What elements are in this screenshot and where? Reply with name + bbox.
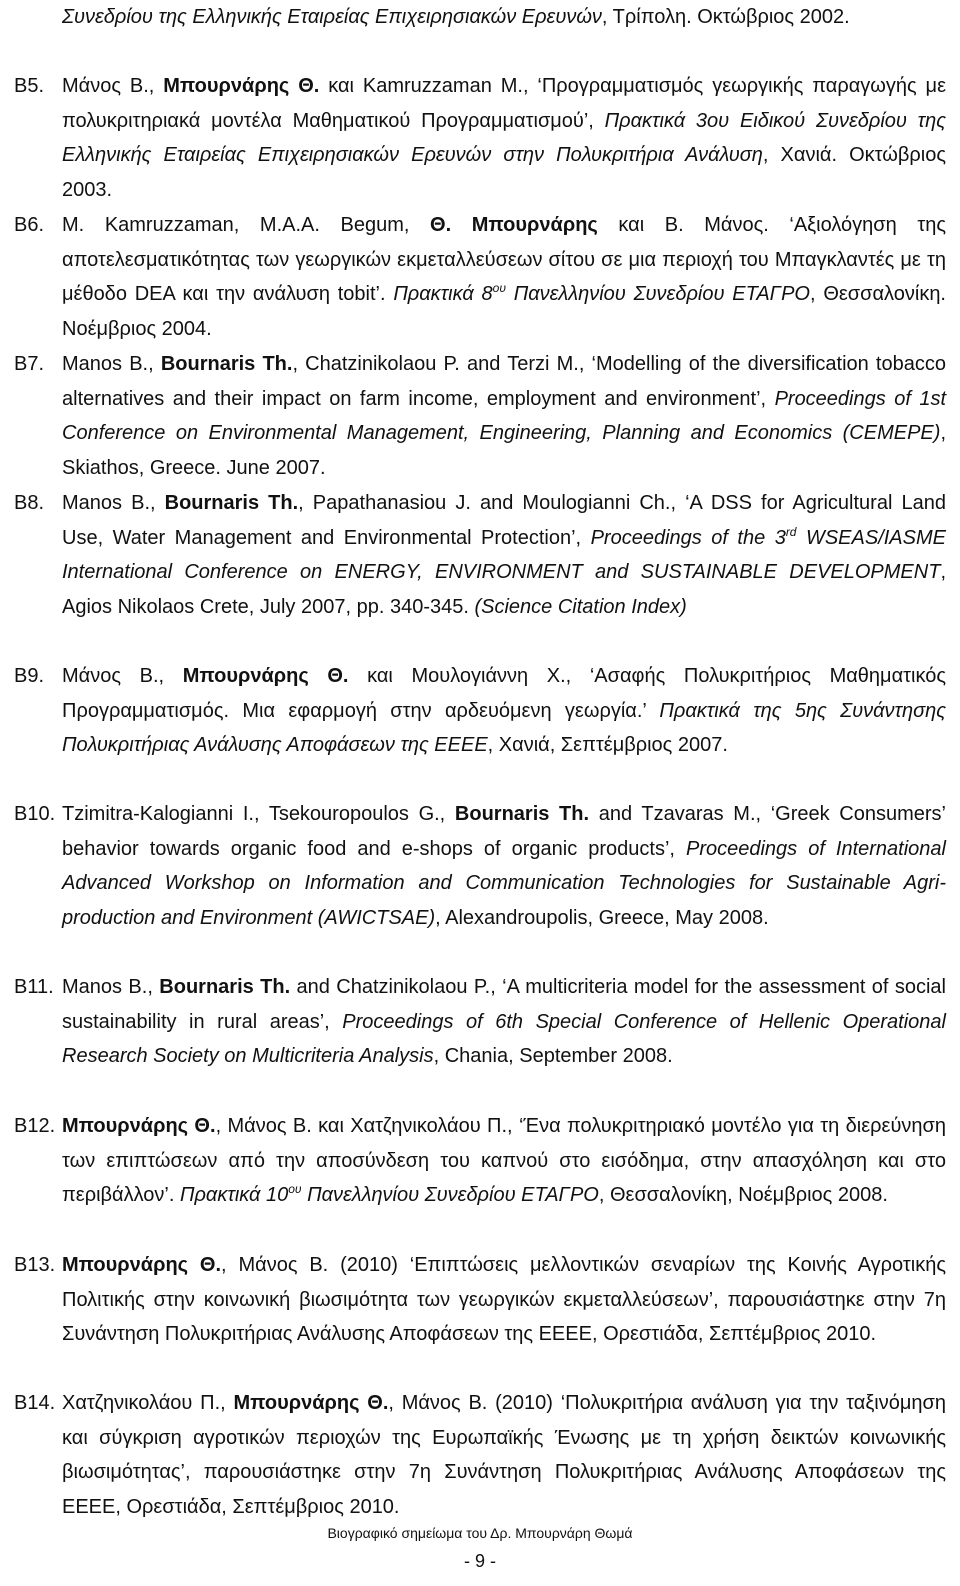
text-segment: Manos B.,: [62, 492, 165, 514]
reference-label: B5.: [14, 75, 45, 97]
text-segment: , Papathanasiou J. and Moulogianni Ch., ‘A DSS for Agricultural Land Use, Water Management and Environmental Protection’,: [62, 492, 946, 549]
text-segment: and Chatzinikolaou P., ‘A multicriteria model for the assessment of social sustainability in rural areas’,: [62, 976, 946, 1033]
text-segment: , Μάνος Β. (2010) ‘Πολυκριτήρια ανάλυση για την ταξινόμηση και σύγκριση αγροτικών περιοχών της Ευρωπαϊκής Ένωσης με τη χρήση δεικτών κοινωνικής βιωσιμότητας’, παρουσιάστηκε στην 7η Συνάντηση Πολυκριτήριας Ανάλυσης Αποφάσεων της ΕΕΕΕ, Ορεστιάδα, Σεπτέμβριος 2010.: [62, 1392, 946, 1518]
text-segment: Μάνος Β.,: [62, 665, 183, 687]
author-highlight: Μπουρνάρης Θ.: [163, 75, 320, 97]
text-segment: , Χανιά. Οκτώβριος 2003.: [62, 144, 946, 201]
text-segment: Manos B.,: [62, 353, 161, 375]
reference-entry-b10: [0, 797, 960, 935]
italic-segment: Proceedings of International Advanced Workshop on Information and Communication Technologies for Sustainable Agri-production and Environment (AWICTSAE): [62, 837, 946, 929]
author-highlight: Bournaris Th.: [164, 492, 299, 514]
text-segment: , Χανιά, Σεπτέμβριος 2007.: [487, 734, 728, 757]
author-highlight: Θ. Μπουρνάρης: [430, 214, 598, 236]
italic-segment: Πανελληνίου Συνεδρίου ΕΤΑΓΡΟ: [301, 1184, 599, 1207]
author-highlight: Μπουρνάρης Θ.: [182, 665, 349, 687]
italic-segment: Πρακτικά 3ου Ειδικού Συνεδρίου της Ελληνικής Εταιρείας Επιχειρησιακών Ερευνών στην Πολυκριτήρια Ανάλυση: [62, 109, 946, 167]
text-segment: Tzimitra-Kalogianni I., Tsekouropoulos G.,: [62, 803, 455, 825]
reference-entry-b13: [0, 1248, 960, 1352]
author-highlight: Μπουρνάρης Θ.: [62, 1254, 222, 1276]
reference-label: B12.: [14, 1115, 56, 1137]
reference-text: [62, 970, 946, 1074]
italic-segment: Πρακτικά 8: [393, 283, 493, 306]
text-segment: , Θεσσαλονίκη. Νοέμβριος 2004.: [62, 283, 946, 340]
reference-label: B13.: [14, 1254, 56, 1276]
text-segment: , Μάνος Β. και Χατζηνικολάου Π., ‘Ένα πολυκριτηριακό μοντέλο για τη διερεύνηση των επιπτώσεων από την αποσύνδεση του καπνού στο εισόδημα, στην απασχόληση και στο περιβάλλον’.: [62, 1115, 946, 1207]
author-highlight: Μπουρνάρης Θ.: [233, 1392, 389, 1414]
reference-label: B7.: [14, 353, 45, 375]
text-segment: , Skiathos, Greece. June 2007.: [62, 422, 946, 479]
reference-entry-b14: [0, 1386, 960, 1524]
text-segment: Manos B.,: [62, 976, 160, 998]
text-segment: και Β. Μάνος. ‘Αξιολόγηση της αποτελεσματικότητας των γεωργικών εκμεταλλεύσεων σίτου σε μια περιοχή του Μπαγκλαντές με τη μέθοδο DEA και την ανάλυση tobit’.: [62, 214, 946, 306]
continuation-rest: , Τρίπολη. Οκτώβριος 2002.: [601, 6, 850, 28]
author-highlight: Μπουρνάρης Θ.: [62, 1115, 216, 1137]
reference-label: B9.: [14, 665, 45, 687]
page-number: - 9 -: [463, 1551, 496, 1571]
text-segment: and Tzavaras M., ‘Greek Consumers’ behavior towards organic food and e-shops of organic products’,: [62, 803, 946, 860]
text-segment: , Agios Nikolaos Crete, July 2007, pp. 340-345.: [62, 561, 946, 618]
italic-segment: Πανελληνίου Συνεδρίου ΕΤΑΓΡΟ: [505, 283, 810, 306]
text-segment: M. Kamruzzaman, M.A.A. Begum,: [62, 214, 431, 236]
reference-text: [62, 797, 946, 935]
text-segment: , Chania, September 2008.: [433, 1045, 673, 1068]
italic-segment: Πρακτικά 10: [179, 1184, 289, 1207]
italic-segment: ου: [288, 1182, 302, 1197]
italic-segment: WSEAS/IASME International Conference on ENERGY, ENVIRONMENT and SUSTAINABLE DEVELOPMENT: [62, 526, 946, 584]
reference-text: [62, 208, 946, 346]
reference-entry-b8: [0, 486, 960, 624]
reference-entry-b6: [0, 208, 960, 346]
author-highlight: Bournaris Th.: [160, 353, 293, 375]
reference-label: B10.: [14, 803, 56, 825]
italic-segment: Proceedings of 6th Special Conference of Hellenic Operational Research Society on Multicriteria Analysis: [62, 1010, 946, 1068]
continuation-text: [62, 0, 946, 35]
reference-text: [62, 69, 946, 207]
italic-segment: ου: [492, 281, 506, 296]
reference-label: B11.: [14, 976, 54, 998]
page-footer: Βιογραφικό σημείωμα του Δρ. Μπουρνάρη Θωμά: [327, 1525, 633, 1541]
italic-segment: (Science Citation Index): [474, 595, 687, 618]
continuation-entry: [0, 0, 960, 35]
reference-entry-b11: [0, 970, 960, 1074]
text-segment: , Θεσσαλονίκη, Νοέμβριος 2008.: [598, 1184, 888, 1207]
reference-entry-b7: [0, 347, 960, 485]
reference-label: B8.: [14, 492, 45, 514]
reference-text: [62, 1248, 946, 1352]
author-highlight: Bournaris Th.: [454, 803, 590, 825]
reference-text: [62, 1109, 946, 1213]
author-highlight: Bournaris Th.: [159, 976, 291, 998]
text-segment: , Μάνος Β. (2010) ‘Επιπτώσεις μελλοντικών σεναρίων της Κοινής Αγροτικής Πολιτικής στην κοινωνική βιωσιμότητα των γεωργικών εκμεταλλεύσεων’, παρουσιάστηκε στην 7η Συνάντηση Πολυκριτήριας Ανάλυσης Αποφάσεων της ΕΕΕΕ, Ορεστιάδα, Σεπτέμβριος 2010.: [62, 1254, 946, 1346]
text-segment: , Chatzinikolaou P. and Terzi M., ‘Modelling of the diversification tobacco alternatives and their impact on farm income, employment and environment’,: [62, 353, 946, 410]
text-segment: , Alexandroupolis, Greece, May 2008.: [435, 906, 769, 929]
text-segment: και Kamruzzaman M., ‘Προγραμματισμός γεωργικής παραγωγής με πολυκριτηριακά μοντέλα Μαθηματικού Προγραμματισμού’,: [62, 75, 946, 132]
text-segment: και Μουλογιάννη Χ., ‘Ασαφής Πολυκριτήριος Μαθηματικός Προγραμματισμός. Μια εφαρμογή στην αρδευόμενη γεωργία.’: [62, 665, 946, 722]
reference-text: [62, 486, 946, 624]
italic-segment: rd: [785, 524, 797, 539]
text-segment: Χατζηνικολάου Π.,: [62, 1392, 234, 1414]
continuation-italic: Συνεδρίου της Ελληνικής Εταιρείας Επιχειρησιακών Ερευνών: [62, 6, 602, 28]
italic-segment: Proceedings of the 3: [590, 526, 786, 549]
italic-segment: Proceedings of 1st Conference on Environmental Management, Engineering, Planning and Economics (CEMEPE): [62, 387, 946, 445]
reference-label: B14.: [14, 1392, 56, 1414]
reference-entry-b5: [0, 69, 960, 207]
text-segment: Μάνος Β.,: [62, 75, 164, 97]
reference-text: [62, 659, 946, 763]
reference-entry-b12: [0, 1109, 960, 1213]
reference-text: [62, 347, 946, 485]
italic-segment: Πρακτικά της 5ης Συνάντησης Πολυκριτήριας Ανάλυσης Αποφάσεων της ΕΕΕΕ: [62, 699, 946, 757]
reference-label: B6.: [14, 214, 45, 236]
reference-entry-b9: [0, 659, 960, 763]
reference-text: [62, 1386, 946, 1524]
